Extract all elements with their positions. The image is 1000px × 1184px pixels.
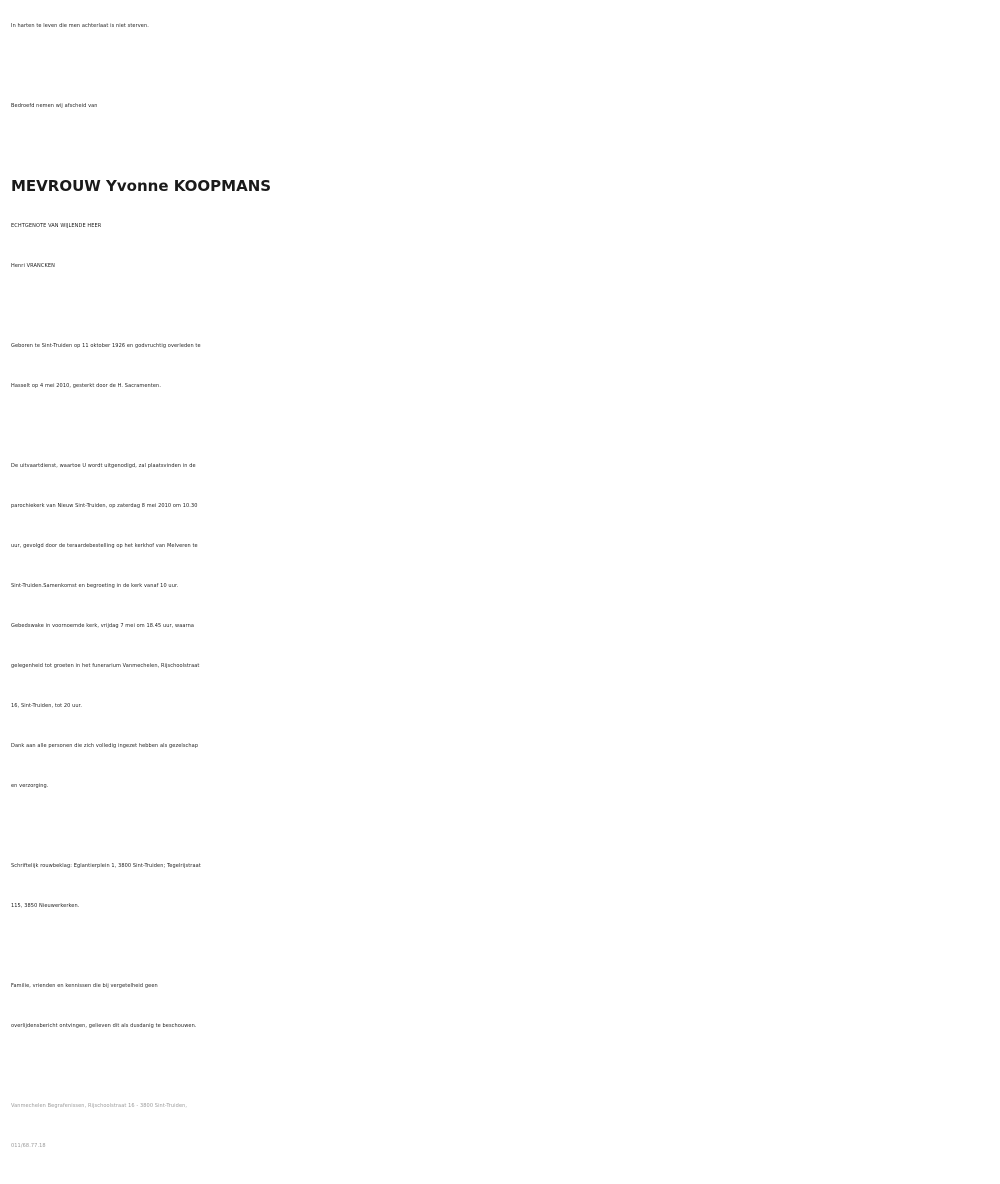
paragraph-line: Schriftelijk rouwbeklag: Eglantierplein 1, 3800 Sint-Truiden; Tegelrijstraat (11, 863, 201, 869)
ceremony-paragraph (11, 446, 996, 806)
spacer (11, 46, 996, 86)
paragraph-line: Gebedswake in voornoemde kerk, vrijdag 7 mei om 18.45 uur, waarna (11, 623, 195, 629)
paragraph-line: parochiekerk van Nieuw Sint-Truiden, op zaterdag 8 mei 2010 om 10.30 (11, 503, 198, 509)
paragraph-line: Hasselt op 4 mei 2010, gesterkt door de H. Sacramenten. (11, 383, 162, 389)
condolences-paragraph (11, 846, 996, 926)
spacer (11, 806, 996, 846)
paragraph-line: 16, Sint-Truiden, tot 20 uur. (11, 703, 83, 709)
funeral-home-footer (11, 1086, 996, 1166)
obituary-notice (11, 0, 996, 1166)
spouse-name: Henri VRANCKEN (11, 263, 55, 269)
deceased-name: MEVROUW Yvonne KOOPMANS (11, 177, 272, 195)
relation-text: ECHTGENOTE VAN WIJLENDE HEER (11, 223, 102, 229)
motto-text: In harten te leven die men achterlaat is niet sterven. (11, 23, 149, 29)
paragraph-line: overlijdensbericht ontvingen, gelieven dit als dusdanig te beschouwen. (11, 1023, 197, 1029)
paragraph-line: De uitvaartdienst, waartoe U wordt uitgenodigd, zal plaatsvinden in de (11, 463, 196, 469)
paragraph-line: en verzorging. (11, 783, 49, 789)
intro-text: Bedroefd nemen wij afscheid van (11, 103, 98, 109)
footer-line: Vanmechelen Begrafenissen, Rijschoolstraat 16 - 3800 Sint-Truiden, (11, 1103, 188, 1109)
paragraph-line: Geboren te Sint-Truiden op 11 oktober 1926 en godvruchtig overleden te (11, 343, 201, 349)
spacer (11, 126, 996, 166)
paragraph-line: gelegenheid tot groeten in het funerarium Vanmechelen, Rijschoolstraat (11, 663, 200, 669)
spacer (11, 286, 996, 326)
family-note-paragraph (11, 966, 996, 1046)
spacer (11, 1046, 996, 1086)
paragraph-line: Dank aan alle personen die zich volledig ingezet hebben als gezelschap (11, 743, 199, 749)
paragraph-line: 115, 3850 Nieuwerkerken. (11, 903, 80, 909)
spacer (11, 406, 996, 446)
paragraph-line: Familie, vrienden en kennissen die bij vergetelheid geen (11, 983, 158, 989)
footer-line: 011/68.77.18 (11, 1143, 46, 1149)
birth-death-paragraph (11, 326, 996, 406)
paragraph-line: Sint-Truiden.Samenkomst en begroeting in de kerk vanaf 10 uur. (11, 583, 179, 589)
paragraph-line: uur, gevolgd door de teraardebestelling op het kerkhof van Melveren te (11, 543, 198, 549)
spacer (11, 926, 996, 966)
